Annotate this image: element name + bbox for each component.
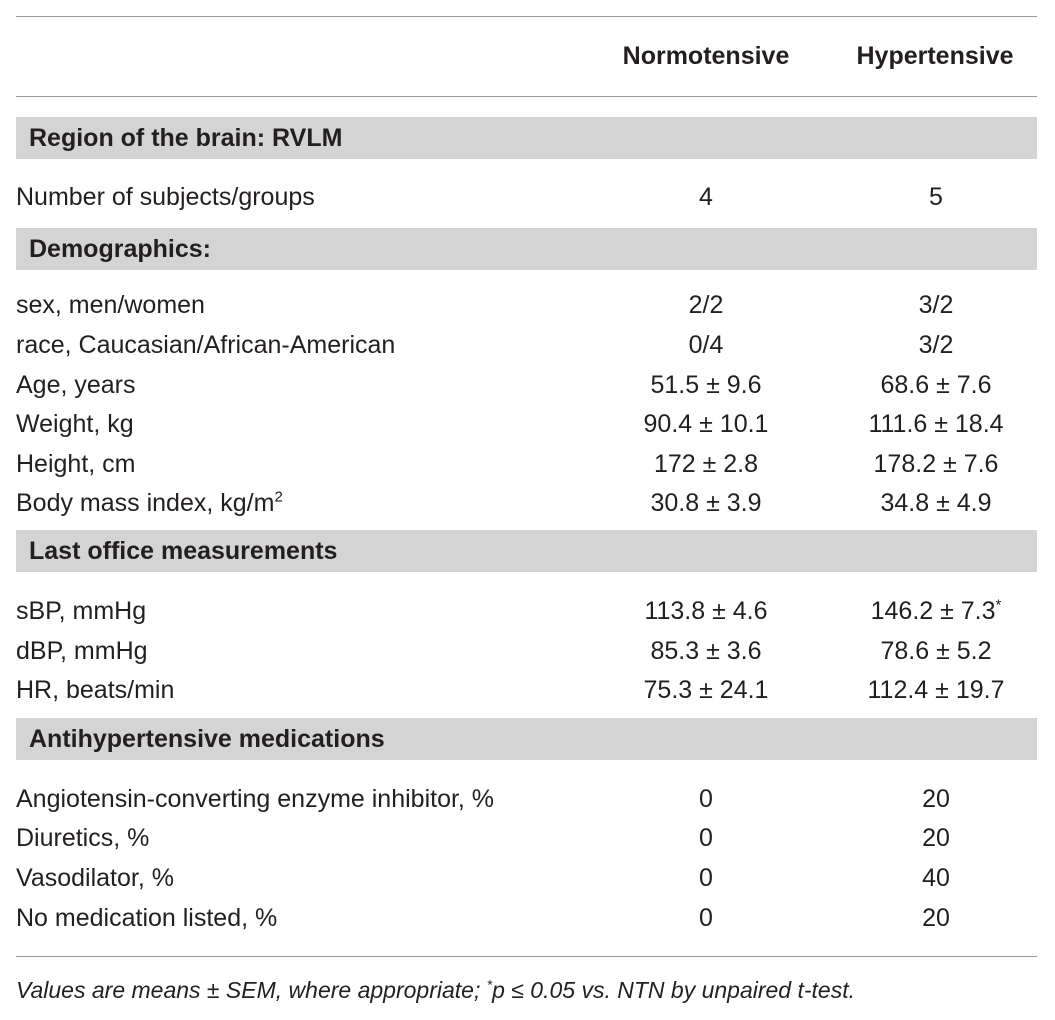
table-row [16,591,1037,631]
row-label: HR, beats/min [16,676,175,704]
section-region [16,117,1037,159]
row-label: dBP, mmHg [16,637,148,665]
hypertensive-value [816,591,1055,631]
superscript: 2 [274,488,283,506]
row-label: Weight, kg [16,410,134,438]
bottom-rule [16,956,1037,957]
table-row [16,177,1037,217]
normotensive-value: 75.3 ± 24.1 [643,676,769,704]
section-label: Region of the brain: RVLM [29,124,343,152]
section-demographics [16,228,1037,270]
table-row [16,858,1037,898]
hypertensive-value: 112.4 ± 19.7 [867,676,1005,704]
hypertensive-value: 68.6 ± 7.6 [880,371,992,399]
hypertensive-value: 40 [922,864,950,892]
normotensive-value: 0 [699,904,713,932]
row-label: sBP, mmHg [16,597,147,625]
footnote-text: p ≤ 0.05 vs. NTN by unpaired t-test. [492,977,855,1003]
row-label: No medication listed, % [16,904,278,932]
normotensive-value: 172 ± 2.8 [653,450,759,478]
row-label [16,483,283,523]
table-row [16,898,1037,938]
normotensive-value: 30.8 ± 3.9 [650,489,762,517]
table-row [16,325,1037,365]
significance-marker: * [995,596,1002,614]
normotensive-value: 51.5 ± 9.6 [650,371,762,399]
row-label-text: Body mass index, kg/m [16,489,275,517]
hypertensive-value: 178.2 ± 7.6 [873,450,999,478]
normotensive-value: 113.8 ± 4.6 [644,597,768,625]
table-row [16,631,1037,671]
normotensive-value: 0 [699,824,713,852]
normotensive-value: 0/4 [688,331,724,359]
header-rule [16,96,1037,97]
row-label: Number of subjects/groups [16,183,315,211]
table-row [16,365,1037,405]
table-row [16,779,1037,819]
top-rule [16,16,1037,17]
hypertensive-value: 3/2 [918,331,954,359]
table-row [16,285,1037,325]
hypertensive-value: 34.8 ± 4.9 [880,489,992,517]
footnote-marker: * [486,977,493,993]
hypertensive-value: 3/2 [918,291,954,319]
row-label: sex, men/women [16,291,205,319]
column-header-normotensive: Normotensive [622,42,790,70]
normotensive-value: 85.3 ± 3.6 [650,637,762,665]
row-label: Angiotensin-converting enzyme inhibitor, % [16,785,495,813]
hypertensive-value: 111.6 ± 18.4 [868,410,1004,438]
normotensive-value: 0 [699,785,713,813]
normotensive-value: 4 [699,183,713,211]
hypertensive-value: 78.6 ± 5.2 [880,637,992,665]
row-label: Vasodilator, % [16,864,174,892]
table-row [16,818,1037,858]
column-header-hypertensive: Hypertensive [856,42,1014,70]
table-row [16,483,1037,523]
normotensive-value: 0 [699,864,713,892]
table-footnote [16,970,855,1010]
footnote-text: Values are means ± SEM, where appropriate; [16,977,487,1003]
row-label: Age, years [16,371,136,399]
row-label: Height, cm [16,450,136,478]
hypertensive-value: 20 [922,824,950,852]
table-row [16,670,1037,710]
row-label: Diuretics, % [16,824,150,852]
section-medications [16,718,1037,760]
table-row [16,404,1037,444]
section-label: Antihypertensive medications [29,725,385,753]
normotensive-value: 90.4 ± 10.1 [643,410,769,438]
normotensive-value: 2/2 [688,291,724,319]
row-label: race, Caucasian/African-American [16,331,396,359]
hypertensive-value: 5 [929,183,943,211]
section-label: Demographics: [29,235,211,263]
section-office-measurements [16,530,1037,572]
table-row [16,444,1037,484]
section-label: Last office measurements [29,537,338,565]
value-text: 146.2 ± 7.3 [870,597,996,625]
hypertensive-value: 20 [922,785,950,813]
hypertensive-value: 20 [922,904,950,932]
